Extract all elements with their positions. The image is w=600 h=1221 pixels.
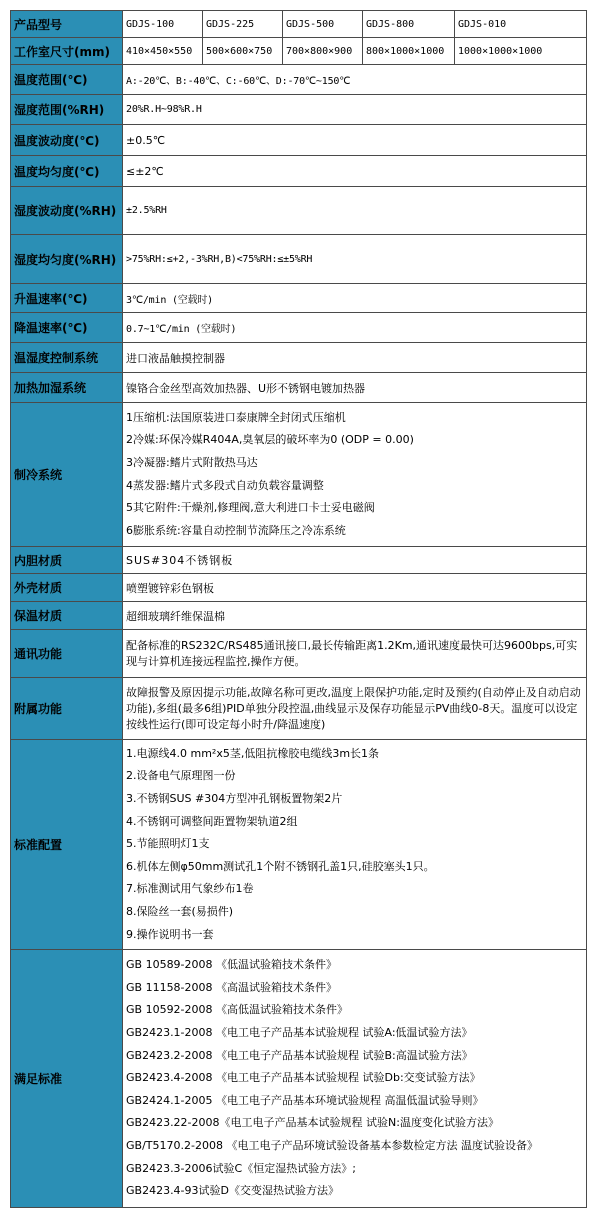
value-refrig	[123, 403, 587, 547]
config-item: 3.不锈钢SUS #304方型冲孔钢板置物架2片	[126, 792, 343, 806]
row-inner	[11, 547, 587, 574]
value-control: 进口液晶触摸控制器	[123, 343, 587, 373]
standard-item: GB2423.4-2008 《电工电子产品基本试验规程 试验Db:交变试验方法》	[126, 1071, 481, 1085]
value-config	[123, 740, 587, 950]
config-item: 4.不锈钢可调整间距置物架轨道2组	[126, 814, 298, 828]
size-1: 410×450×550	[123, 38, 203, 65]
label-config: 标准配置	[11, 740, 123, 950]
value-outer: 喷塑镀锌彩色钢板	[123, 574, 587, 602]
row-heat-rate	[11, 284, 587, 313]
config-item: 5.节能照明灯1支	[126, 837, 210, 851]
label-aux: 附属功能	[11, 678, 123, 740]
row-cool-rate	[11, 313, 587, 343]
standard-item: GB2423.22-2008《电工电子产品基本试验规程 试验N:温度变化试验方法》	[126, 1116, 499, 1130]
config-item: 6.机体左侧φ50mm测试孔1个附不锈钢孔盖1只,硅胶塞头1只。	[126, 859, 435, 873]
spec-table	[10, 10, 587, 1208]
row-config	[11, 740, 587, 950]
standard-item: GB/T5170.2-2008 《电工电子产品环境试验设备基本参数检定方法 温度试验设备》	[126, 1138, 538, 1152]
refrig-item: 4蒸发器:鳍片式多段式自动负载容量调整	[126, 478, 324, 492]
refrig-item: 1压缩机:法国原装进口泰康牌全封闭式压缩机	[126, 410, 346, 424]
value-cool-rate: 0.7~1℃/min (空载时)	[123, 313, 587, 343]
value-aux: 故障报警及原因提示功能,故障名称可更改,温度上限保护功能,定时及预约(自动停止及自动启动功能),多组(最多6组)PID单独分段控温,曲线显示及保存功能显示PV曲线0-8天。温度可以设定按线性运行(即可设定每小时升/降温速度)	[123, 678, 587, 740]
row-aux	[11, 678, 587, 740]
value-temp-unif: ≤±2℃	[123, 156, 587, 187]
config-item: 9.操作说明书一套	[126, 927, 214, 941]
label-model: 产品型号	[11, 11, 123, 38]
value-humid-range: 20%R.H~98%R.H	[123, 95, 587, 125]
value-temp-range: A:-20℃、B:-40℃、C:-60℃、D:-70℃~150℃	[123, 65, 587, 95]
label-control: 温湿度控制系统	[11, 343, 123, 373]
value-inner: SUS#304不锈钢板	[123, 547, 587, 574]
row-temp-unif	[11, 156, 587, 187]
config-item: 7.标准测试用气象纱布1卷	[126, 882, 254, 896]
label-humid-fluct: 湿度波动度(%RH)	[11, 187, 123, 235]
standard-item: GB 11158-2008 《高温试验箱技术条件》	[126, 980, 338, 994]
config-item: 2.设备电气原理图一份	[126, 769, 236, 783]
model-1: GDJS-100	[123, 11, 203, 38]
label-temp-fluct: 温度波动度(℃)	[11, 125, 123, 156]
label-humid-range: 湿度范围(%RH)	[11, 95, 123, 125]
row-temp-fluct	[11, 125, 587, 156]
label-temp-unif: 温度均匀度(℃)	[11, 156, 123, 187]
value-heating: 镍铬合金丝型高效加热器、U形不锈钢电镀加热器	[123, 373, 587, 403]
refrig-item: 5其它附件:干燥剂,修理阀,意大利进口卡士妥电磁阀	[126, 501, 375, 515]
label-humid-unif: 湿度均匀度(%RH)	[11, 235, 123, 284]
label-heat-rate: 升温速率(℃)	[11, 284, 123, 313]
row-humid-unif	[11, 235, 587, 284]
row-insul	[11, 602, 587, 630]
label-standards: 满足标准	[11, 950, 123, 1208]
label-size: 工作室尺寸(mm)	[11, 38, 123, 65]
row-control	[11, 343, 587, 373]
standard-item: GB2423.4-93试验D《交变湿热试验方法》	[126, 1184, 339, 1198]
model-2: GDJS-225	[203, 11, 283, 38]
row-outer	[11, 574, 587, 602]
standard-item: GB2423.1-2008 《电工电子产品基本试验规程 试验A:低温试验方法》	[126, 1026, 473, 1040]
model-5: GDJS-010	[455, 11, 587, 38]
value-insul: 超细玻璃纤维保温棉	[123, 602, 587, 630]
value-heat-rate: 3℃/min (空载时)	[123, 284, 587, 313]
standard-item: GB2423.2-2008 《电工电子产品基本试验规程 试验B:高温试验方法》	[126, 1048, 473, 1062]
label-insul: 保温材质	[11, 602, 123, 630]
row-heating	[11, 373, 587, 403]
size-4: 800×1000×1000	[363, 38, 455, 65]
model-4: GDJS-800	[363, 11, 455, 38]
label-temp-range: 温度范围(℃)	[11, 65, 123, 95]
value-temp-fluct: ±0.5℃	[123, 125, 587, 156]
config-item: 1.电源线4.0 mm²x5茎,低阻抗橡胶电缆线3m长1条	[126, 746, 380, 760]
standard-item: GB 10592-2008 《高低温试验箱技术条件》	[126, 1003, 349, 1017]
standard-item: GB2424.1-2005 《电工电子产品基本环境试验规程 高温低温试验导则》	[126, 1093, 484, 1107]
row-temp-range	[11, 65, 587, 95]
label-heating: 加热加湿系统	[11, 373, 123, 403]
row-comm	[11, 630, 587, 678]
row-humid-range	[11, 95, 587, 125]
size-5: 1000×1000×1000	[455, 38, 587, 65]
label-comm: 通讯功能	[11, 630, 123, 678]
value-standards	[123, 950, 587, 1208]
value-humid-fluct: ±2.5%RH	[123, 187, 587, 235]
label-inner: 内胆材质	[11, 547, 123, 574]
label-refrig: 制冷系统	[11, 403, 123, 547]
row-humid-fluct	[11, 187, 587, 235]
value-humid-unif: >75%RH:≤+2,-3%RH,B)<75%RH:≤±5%RH	[123, 235, 587, 284]
size-2: 500×600×750	[203, 38, 283, 65]
row-size	[11, 38, 587, 65]
size-3: 700×800×900	[283, 38, 363, 65]
standard-item: GB2423.3-2006试验C《恒定湿热试验方法》;	[126, 1161, 356, 1175]
refrig-item: 2冷媒:环保冷媒R404A,臭氧层的破坏率为0 (ODP = 0.00)	[126, 433, 414, 447]
model-3: GDJS-500	[283, 11, 363, 38]
refrig-item: 3冷凝器:鳍片式附散热马达	[126, 455, 258, 469]
row-model	[11, 11, 587, 38]
refrig-item: 6膨胀系统:容量自动控制节流降压之冷冻系统	[126, 523, 346, 537]
row-refrig	[11, 403, 587, 547]
value-comm: 配备标准的RS232C/RS485通讯接口,最长传输距离1.2Km,通讯速度最快可达9600bps,可实现与计算机连接远程监控,操作方便。	[123, 630, 587, 678]
label-cool-rate: 降温速率(℃)	[11, 313, 123, 343]
label-outer: 外壳材质	[11, 574, 123, 602]
row-standards	[11, 950, 587, 1208]
config-item: 8.保险丝一套(易损件)	[126, 904, 234, 918]
standard-item: GB 10589-2008 《低温试验箱技术条件》	[126, 958, 338, 972]
